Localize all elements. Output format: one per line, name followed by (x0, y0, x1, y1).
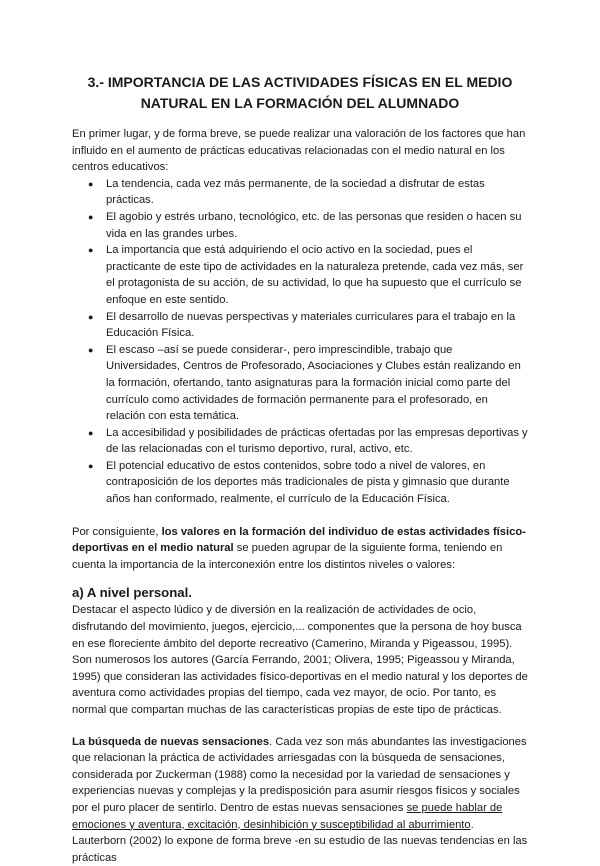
list-item-text: El desarrollo de nuevas perspectivas y materiales curriculares para el trabajo en la Educación Física. (106, 310, 516, 340)
list-item (88, 342, 528, 425)
subsection-heading: a) A nivel personal. (72, 585, 192, 601)
list-item-text: La importancia que está adquiriendo el ocio activo en la sociedad, pues el practicante de este tipo de actividades en la naturaleza pretende, cada vez más, ser el protagonista de su acción, de su actividad, lo que ha supuesto que el currículo se enfoque en este sentido. (106, 244, 524, 306)
values-paragraph-rest: se pueden agrupar de la siguiente forma, teniendo en cuenta la importancia de la interconexión entre los distintos niveles o valores: (72, 542, 503, 571)
list-item-text: El escaso –así se puede considerar-, pero imprescindible, trabajo que Universidades, Centros de Profesorado, Asociaciones y Clubes están realizando en la formación, ofertando, tanto asignaturas para la formación inicial como parte del currículo como actividades de formación permanente para el profesorado, en relación con esta temática. (106, 343, 521, 423)
values-paragraph-bold: los valores en la formación del individuo de estas actividades físico-deportivas en el medio natural (72, 525, 526, 555)
bullet-icon: ● (88, 178, 94, 189)
list-item (88, 458, 528, 508)
section-title: 3.- IMPORTANCIA DE LAS ACTIVIDADES FÍSICAS EN EL MEDIO NATURAL EN LA FORMACIÓN DEL ALUMNADO (87, 74, 513, 111)
bullet-icon: ● (88, 460, 94, 471)
intro-paragraph: En primer lugar, y de forma breve, se puede realizar una valoración de los factores que han influido en el aumento de prácticas educativas relacionadas con el medio natural en los centros educativos: (72, 128, 526, 174)
bullet-icon: ● (88, 245, 94, 256)
list-item-text: La accesibilidad y posibilidades de prácticas ofertadas por las empresas deportivas y de las relacionadas con el turismo deportivo, rural, activo, etc. (106, 426, 528, 456)
sensations-paragraph-bold: La búsqueda de nuevas sensaciones (72, 735, 270, 748)
bullet-icon: ● (88, 427, 94, 438)
list-item (88, 242, 528, 308)
underlined-phrase: se puede hablar de emociones y aventura, excitación, desinhibición y susceptibilidad al aburrimiento (72, 801, 503, 831)
bullet-icon: ● (88, 311, 94, 322)
factors-list (72, 176, 528, 508)
list-item-text: El agobio y estrés urbano, tecnológico, etc. de las personas que residen o hacen su vida en las grandes urbes. (106, 210, 522, 240)
sensations-paragraph-text: . Cada vez son más abundantes las investigaciones que relacionan la práctica de actividades arriesgadas con la búsqueda de sensaciones, considerada por Zuckerman (1988) como la necesidad por la variedad de sensaciones y experiencias nuevas y complejas y la predisposición para asumir riesgos físicos y sociales por el puro placer de sentirlo. Dentro de estas nuevas sensaciones (72, 735, 527, 814)
values-paragraph-lead: Por consiguiente, (72, 525, 162, 538)
bullet-icon: ● (88, 344, 94, 355)
list-item-text: La tendencia, cada vez más permanente, de la sociedad a disfrutar de estas prácticas. (106, 177, 485, 207)
list-item (88, 209, 528, 242)
list-item (88, 309, 528, 342)
sensations-paragraph (72, 734, 528, 866)
list-item (88, 425, 528, 458)
sensations-paragraph-tail: . Lauterborn (2002) lo expone de forma breve -en su estudio de las nuevas tendencias en las prácticas (72, 818, 528, 864)
values-paragraph (72, 524, 528, 574)
list-item-text: El potencial educativo de estos contenidos, sobre todo a nivel de valores, en contraposición de los deportes más tradicionales de pista y gimnasio que durante años han conformado, realmente, el currículo de la Educación Física. (106, 459, 510, 506)
bullet-icon: ● (88, 211, 94, 222)
list-item (88, 176, 528, 209)
personal-level-paragraph: Destacar el aspecto lúdico y de diversión en la realización de actividades de ocio, disfrutando del movimiento, juegos, ejercicio,... componentes que la persona de hoy busca en ese floreciente ámbito del deporte recreativo (Camerino, Miranda y Pigeassou, 1995). Son numerosos los autores (García Ferrando, 2001; Olivera, 1995; Pigeassou y Miranda, 1995) que consideran las actividades físico-deportivas en el medio natural y los deportes de aventura como actividades propias del tiempo, cada vez mayor, de ocio. Por tanto, es normal que compartan muchas de las características propias de este tipo de prácticas. (72, 604, 528, 716)
